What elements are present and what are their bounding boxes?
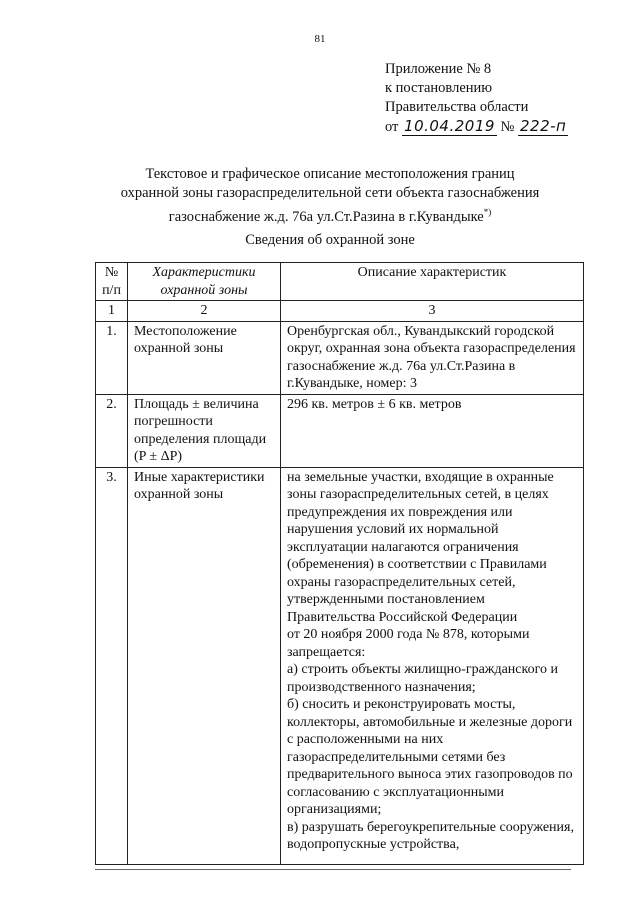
header-description: Описание характеристик bbox=[281, 263, 584, 301]
index-cell: 2 bbox=[128, 301, 281, 322]
appendix-block bbox=[385, 60, 568, 137]
appendix-line-government: Правительства области bbox=[385, 99, 529, 115]
title-line-3-text: газоснабжение ж.д. 76а ул.Ст.Разина в г.Кувандыке bbox=[168, 208, 484, 225]
row-description: на земельные участки, входящие в охранные зоны газораспределительных сетей, в целях предупреждения их повреждения или нарушения условий их нормальной эксплуатации налагаются ограничения (обременения) в соответствии с Правилами охраны газораспределительных сетей, утвержденными постановлением Правительства Российской Федерации от 20 ноября 2000 года № 878, которыми запрещается: а) строить объекты жилищно-гражданского и производственного назначения; б) сносить и реконструировать мосты, коллекторы, автомобильные и железные дороги с расположенными на них газораспределительными сетями без предварительного выноса этих газопроводов по согласованию с эксплуатационными организациями; в) разрушать берегоукрепительные сооружения, водопропускные устройства, bbox=[281, 467, 584, 864]
page-number: 81 bbox=[314, 33, 326, 45]
table-header-row bbox=[96, 263, 584, 301]
row-characteristic: Площадь ± величина погрешности определения площади (P ± ΔP) bbox=[128, 394, 281, 467]
header-characteristic: Характеристики охранной зоны bbox=[128, 263, 281, 301]
zone-info-table bbox=[95, 262, 584, 865]
row-characteristic: Иные характеристики охранной зоны bbox=[128, 467, 281, 864]
title-line-2: охранной зоны газораспределительной сети объекта газоснабжения bbox=[120, 185, 540, 201]
index-cell: 3 bbox=[281, 301, 584, 322]
page-bottom-rule bbox=[95, 869, 571, 870]
table-row bbox=[96, 467, 584, 864]
handwritten-number: 222-п bbox=[520, 117, 567, 135]
appendix-number-label: № bbox=[500, 119, 515, 135]
appendix-line-resolution: к постановлению bbox=[385, 80, 493, 96]
section-subtitle: Сведения об охранной зоне bbox=[245, 232, 415, 248]
appendix-date-line bbox=[385, 117, 568, 137]
handwritten-date: 10.04.2019 bbox=[404, 117, 495, 135]
row-description: Оренбургская обл., Кувандыкский городской округ, охранная зона объекта газораспределения газоснабжение ж.д. 76а ул.Ст.Разина в г.Кувандыке, номер: 3 bbox=[281, 321, 584, 394]
index-cell: 1 bbox=[96, 301, 128, 322]
footnote-mark: *) bbox=[483, 207, 492, 217]
row-num: 2. bbox=[96, 394, 128, 467]
appendix-title: Приложение № 8 bbox=[385, 61, 492, 77]
table-index-row bbox=[96, 301, 584, 322]
row-description: 296 кв. метров ± 6 кв. метров bbox=[281, 394, 584, 467]
row-num: 3. bbox=[96, 467, 128, 864]
row-characteristic: Местоположение охранной зоны bbox=[128, 321, 281, 394]
header-num: № п/п bbox=[96, 263, 128, 301]
document-title bbox=[80, 165, 580, 227]
table-row bbox=[96, 394, 584, 467]
title-line-1: Текстовое и графическое описание местоположения границ bbox=[145, 166, 515, 182]
row-num: 1. bbox=[96, 321, 128, 394]
appendix-from-label: от bbox=[385, 119, 399, 135]
title-line-3 bbox=[80, 203, 580, 227]
table-row bbox=[96, 321, 584, 394]
